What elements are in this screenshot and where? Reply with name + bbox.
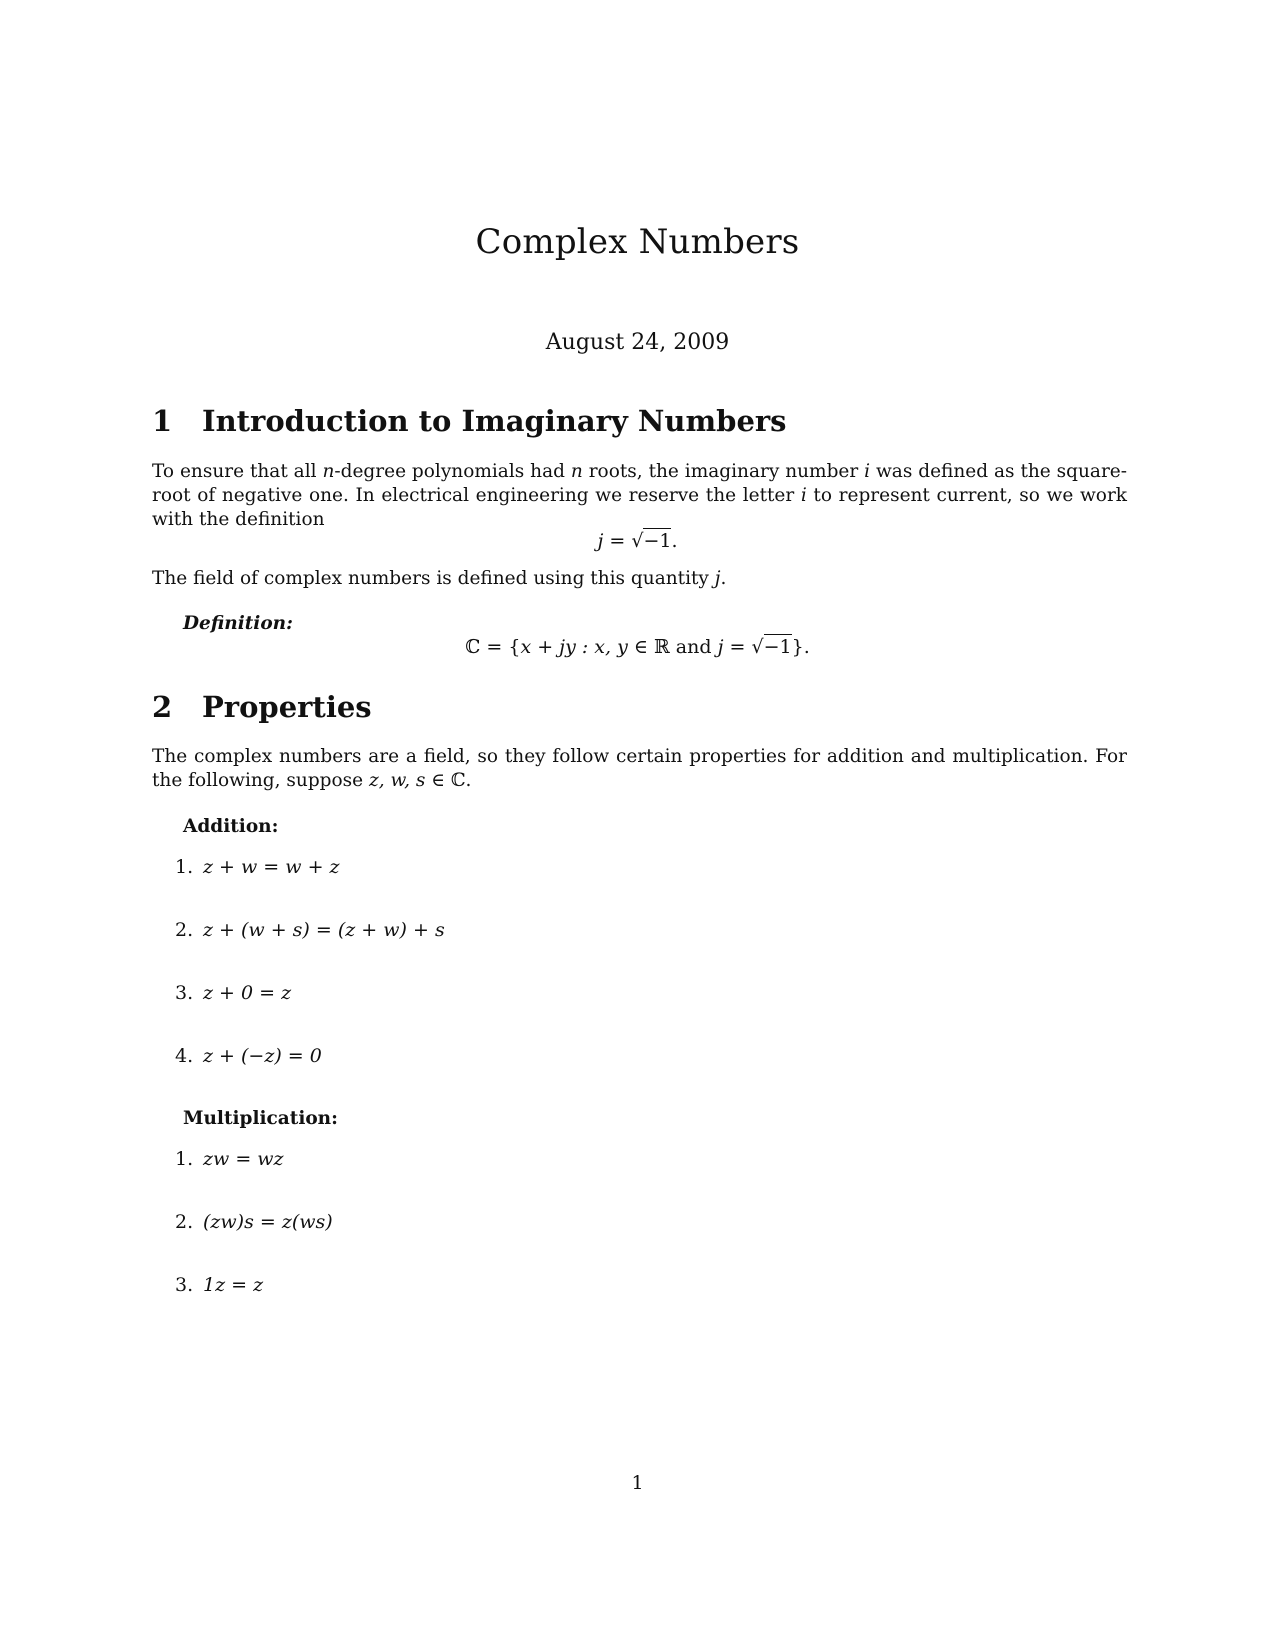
- sqrt-radicand: −1: [643, 530, 672, 552]
- math-variables: z, w, s: [368, 770, 426, 791]
- text-run: was defined as the square-root of negative one. In electrical engineering we reserve the letter: [152, 461, 1127, 506]
- list-number: 4.: [175, 1045, 194, 1067]
- document-date: August 24, 2009: [545, 330, 730, 355]
- text-run: To ensure that all: [152, 461, 323, 482]
- list-number: 3.: [175, 982, 194, 1004]
- list-item: [175, 1045, 322, 1067]
- field-paragraph: [152, 567, 1127, 591]
- list-number: 2.: [175, 919, 194, 941]
- math-operator: = √: [603, 530, 644, 552]
- math-text: }.: [791, 636, 810, 658]
- complex-set-definition: [0, 636, 1275, 658]
- section-number: 1: [152, 404, 173, 438]
- text-run: ∈ ℂ.: [425, 770, 472, 791]
- properties-intro-paragraph: [152, 745, 1127, 793]
- math-expression: z + (−z) = 0: [203, 1045, 322, 1067]
- list-item: [175, 856, 340, 878]
- math-variable: j: [717, 636, 724, 658]
- math-operator: = √: [723, 636, 764, 658]
- math-expression: x + jy : x, y: [520, 636, 628, 658]
- j-definition-equation: [0, 530, 1275, 552]
- math-text: ℂ = {: [465, 636, 521, 658]
- math-variable: j: [714, 568, 721, 589]
- section-number: 2: [152, 690, 173, 724]
- section-title: Properties: [202, 690, 372, 724]
- math-variable: n: [322, 461, 335, 482]
- text-run: The field of complex numbers is defined using this quantity: [152, 568, 715, 589]
- text-run: -degree polynomials had: [334, 461, 571, 482]
- intro-paragraph: [152, 460, 1127, 532]
- multiplication-label: Multiplication:: [183, 1108, 338, 1129]
- list-number: 2.: [175, 1211, 194, 1233]
- math-expression: z + 0 = z: [203, 982, 292, 1004]
- math-variable: j: [597, 530, 604, 552]
- math-punctuation: .: [671, 530, 678, 552]
- list-number: 1.: [175, 856, 194, 878]
- math-expression: z + w = w + z: [203, 856, 340, 878]
- page-number: 1: [631, 1472, 644, 1494]
- math-expression: 1z = z: [203, 1274, 264, 1296]
- list-item: [175, 1211, 333, 1233]
- math-expression: zw = wz: [203, 1148, 284, 1170]
- math-expression: z + (w + s) = (z + w) + s: [203, 919, 445, 941]
- list-number: 1.: [175, 1148, 194, 1170]
- section-title: Introduction to Imaginary Numbers: [202, 404, 787, 438]
- list-item: [175, 982, 291, 1004]
- section-heading-introduction: [152, 404, 787, 438]
- math-text: ∈ ℝ and: [627, 636, 718, 658]
- definition-label: Definition:: [183, 613, 293, 634]
- math-variable: n: [570, 461, 583, 482]
- document-title: Complex Numbers: [475, 222, 800, 262]
- sqrt-radicand: −1: [763, 636, 792, 658]
- math-variable: i: [864, 461, 871, 482]
- text-run: roots, the imaginary number: [582, 461, 865, 482]
- list-item: [175, 919, 445, 941]
- text-run: The complex numbers are a field, so they follow certain properties for addition and multiplication. For the following, suppose: [152, 746, 1127, 791]
- math-expression: (zw)s = z(ws): [203, 1211, 333, 1233]
- list-number: 3.: [175, 1274, 194, 1296]
- text-run: to represent current, so we work with the definition: [152, 485, 1128, 530]
- text-run: .: [720, 568, 727, 589]
- addition-label: Addition:: [183, 816, 279, 837]
- list-item: [175, 1274, 263, 1296]
- list-item: [175, 1148, 284, 1170]
- section-heading-properties: [152, 690, 372, 724]
- math-variable: i: [800, 485, 807, 506]
